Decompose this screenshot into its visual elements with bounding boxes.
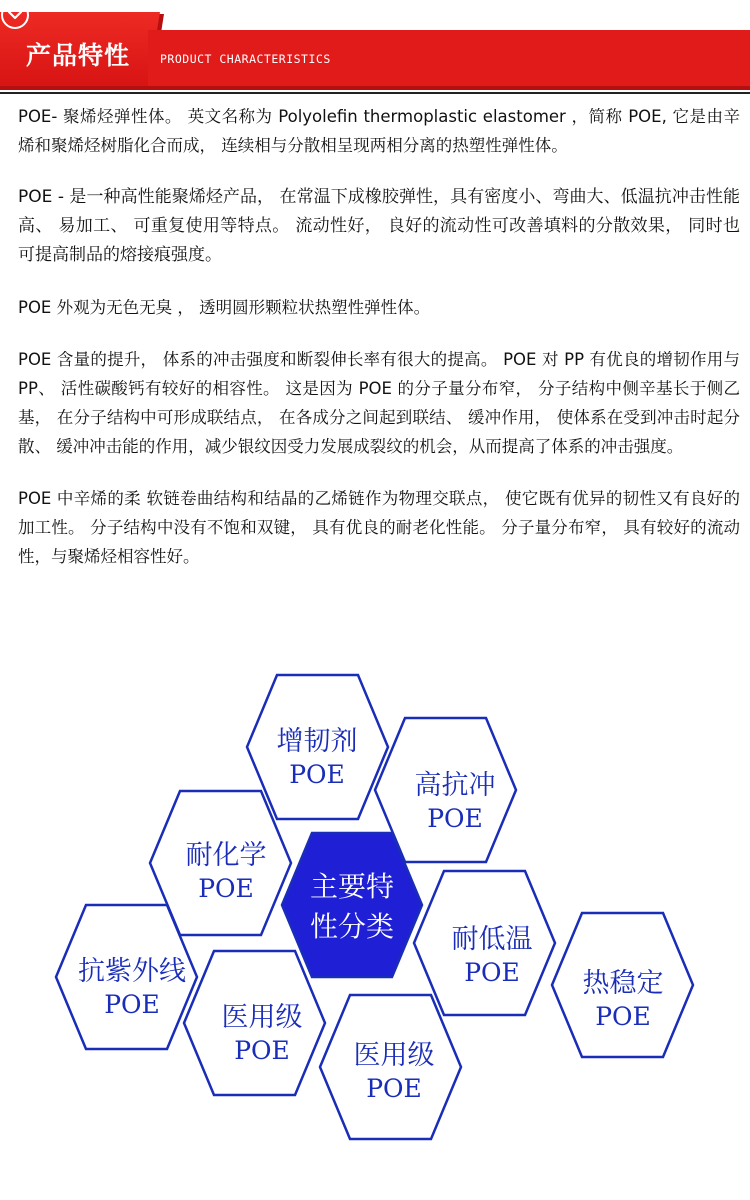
hex-center-line1: 主要特 xyxy=(309,870,394,903)
paragraph-impact: POE 含量的提升， 体系的冲击强度和断裂伸长率有很大的提高。 POE 对 PP 有优良的增韧作用与 PP、 活性碳酸钙有较好的相容性。 这是因为 POE 的分子量分布窄， 分子结构中侧辛基长于侧乙基， 在分子结构中可形成联结点， 在各成分之间起到联结、 缓冲作用， 使体系在受到冲击时起分散、 缓冲冲击能的作用，减少银纹因受力发展成裂纹的机会，从而提高了体系的冲击强度。 xyxy=(18,350,740,456)
hex-label-en: POE xyxy=(427,804,483,833)
hex-label-zh: 高抗冲 xyxy=(414,770,496,801)
hex-center-line2: 性分类 xyxy=(309,910,394,943)
hex-label-en: POE xyxy=(366,1074,422,1103)
header-subtitle: PRODUCT CHARACTERISTICS xyxy=(160,52,331,66)
hex-label-zh: 热稳定 xyxy=(582,968,664,999)
hex-label-en: POE xyxy=(234,1036,290,1065)
hex-label-zh: 耐化学 xyxy=(185,840,267,871)
hex-label-zh: 耐低温 xyxy=(451,924,533,955)
hex-label-en: POE xyxy=(198,874,254,903)
hex-label-zh: 抗紫外线 xyxy=(78,956,186,987)
paragraph-intro: POE- 聚烯烃弹性体。 英文名称为 Polyolefin thermoplastic elastomer ，简称 POE, 它是由辛烯和聚烯烃树脂化合而成， 连续相与分散相呈现两相分离的热塑性弹性体。 xyxy=(18,107,740,155)
hex-label-high-impact xyxy=(375,769,535,835)
hex-center-label xyxy=(272,867,432,947)
paragraph-appearance: POE 外观为无色无臭 ， 透明圆形颗粒状热塑性弹性体。 xyxy=(18,298,431,317)
hex-label-en: POE xyxy=(289,760,345,789)
hex-label-tougher xyxy=(237,725,397,791)
hex-label-zh: 医用级 xyxy=(353,1040,435,1071)
hex-label-heat-stable xyxy=(543,967,703,1033)
paragraph-structure: POE 中辛烯的柔 软链卷曲结构和结晶的乙烯链作为物理交联点， 使它既有优异的韧性又有良好的加工性。 分子结构中没有不饱和双键， 具有优良的耐老化性能。 分子量分布窄， 具有较好的流动性，与聚烯烃相容性好。 xyxy=(18,489,740,566)
hex-label-en: POE xyxy=(104,990,160,1019)
description-text xyxy=(18,102,740,571)
hex-label-en: POE xyxy=(464,958,520,987)
hex-label-en: POE xyxy=(595,1002,651,1031)
paragraph-performance: POE - 是一种高性能聚烯烃产品， 在常温下成橡胶弹性，具有密度小、弯曲大、低温抗冲击性能高、 易加工、 可重复使用等特点。 流动性好， 良好的流动性可改善填料的分散效果， 同时也可提高制品的熔接痕强度。 xyxy=(18,187,740,265)
header-title: 产品特性 xyxy=(26,41,131,70)
chevron-down-circle-icon[interactable] xyxy=(0,0,30,30)
hex-label-zh: 增韧剂 xyxy=(276,726,358,757)
section-header xyxy=(0,0,750,97)
characteristics-hex-diagram xyxy=(0,655,750,1200)
hex-label-zh: 医用级 xyxy=(221,1002,303,1033)
hex-label-medical-2 xyxy=(314,1039,474,1105)
